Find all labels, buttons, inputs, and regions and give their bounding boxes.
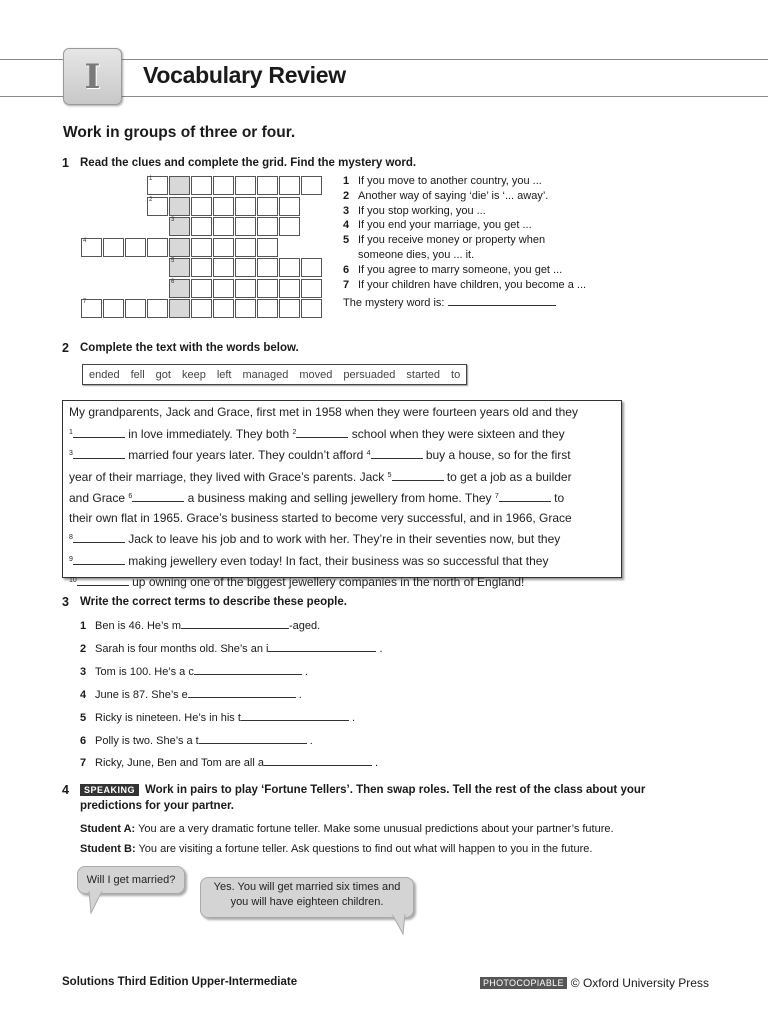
ex1-number: 1	[62, 156, 69, 170]
unit-letter: I	[84, 56, 101, 97]
crossword-cell[interactable]	[235, 238, 256, 257]
answer-blank[interactable]	[241, 710, 349, 721]
crossword-cell[interactable]	[213, 299, 234, 318]
ex3-item: 6 Polly is two. She’s a t .	[80, 735, 313, 747]
answer-blank[interactable]	[268, 641, 376, 652]
word-bank-item: started	[406, 368, 441, 381]
crossword-cell[interactable]	[213, 197, 234, 216]
footer-title: Solutions Third Edition Upper-Intermediate	[62, 976, 298, 988]
crossword-cell[interactable]	[301, 299, 322, 318]
speaking-badge: SPEAKING	[80, 784, 139, 796]
subheading: Work in groups of three or four.	[63, 124, 296, 141]
crossword-cell[interactable]	[147, 176, 168, 195]
text-line: $^9$ making jewellery even today! In fact, their business was so successful that they	[69, 553, 549, 568]
ex2-instruction: Complete the text with the words below.	[80, 342, 299, 354]
ex3-number: 3	[62, 595, 69, 609]
crossword-cell[interactable]	[301, 258, 322, 277]
clue-item: 6 If you agree to marry someone, you get ...	[343, 263, 563, 276]
text-line: year of their marriage, they lived with Grace’s parents. Jack $^5$ to get a job as a builder	[69, 469, 572, 484]
gap-blank[interactable]	[73, 554, 125, 565]
crossword-cell[interactable]	[81, 299, 102, 318]
text-line: $^{10}$ up owning one of the biggest jewellery companies in the north of England!	[69, 575, 525, 589]
word-bank-item: ended	[89, 368, 120, 381]
gap-blank[interactable]	[73, 448, 125, 459]
word-bank-item: persuaded	[343, 368, 396, 381]
crossword-cell[interactable]	[147, 299, 168, 318]
crossword-cell[interactable]	[257, 238, 278, 257]
text-line: and Grace $^6$ a business making and selling jewellery from home. They $^7$ to	[69, 491, 565, 505]
crossword-cell[interactable]	[301, 176, 322, 195]
ex4-instruction: SPEAKING Work in pairs to play ‘Fortune Tellers’. Then swap roles. Tell the rest of the class about your	[80, 784, 645, 796]
cell-number: 5	[171, 258, 175, 264]
gap-blank[interactable]	[132, 491, 184, 502]
crossword-cell[interactable]	[257, 197, 278, 216]
crossword-cell[interactable]	[125, 299, 146, 318]
student-a: Student A: You are a very dramatic fortune teller. Make some unusual predictions about your partner’s future.	[80, 823, 614, 835]
word-bank-item: got	[155, 368, 171, 381]
ex3-item: 7 Ricky, June, Ben and Tom are all a .	[80, 757, 379, 769]
crossword-cell[interactable]	[169, 197, 190, 216]
crossword-cell[interactable]	[213, 176, 234, 195]
crossword-cell[interactable]	[81, 238, 102, 257]
clue-item: 1 If you move to another country, you ...	[343, 175, 542, 187]
gap-blank[interactable]	[77, 575, 129, 586]
crossword-cell[interactable]	[147, 197, 168, 216]
crossword-cell[interactable]	[103, 299, 124, 318]
clue-item: 2 Another way of saying ‘die’ is ‘... away’.	[343, 189, 549, 202]
word-bank-item: left	[216, 368, 232, 381]
crossword-cell[interactable]	[279, 299, 300, 318]
crossword-cell[interactable]	[191, 176, 212, 195]
text-line: $^8$ Jack to leave his job and to work with her. They’re in their seventies now, but they	[69, 532, 561, 546]
crossword-cell[interactable]	[125, 238, 146, 257]
cell-number: 6	[171, 278, 175, 285]
mystery-word-blank[interactable]	[448, 295, 556, 306]
gap-blank[interactable]	[73, 532, 125, 543]
crossword-cell[interactable]	[235, 176, 256, 195]
crossword-cell[interactable]	[169, 238, 190, 257]
word-bank-item: keep	[181, 368, 206, 381]
crossword-cell[interactable]	[279, 176, 300, 195]
gap-blank[interactable]	[296, 427, 348, 438]
crossword-cell[interactable]	[235, 197, 256, 216]
crossword-cell[interactable]	[257, 176, 278, 195]
answer-blank[interactable]	[199, 733, 307, 744]
footer-copyright: PHOTOCOPIABLE © Oxford University Press	[480, 976, 709, 990]
photocopiable-badge: PHOTOCOPIABLE	[480, 977, 567, 989]
ex3-item: 4 June is 87. She’s e .	[80, 689, 302, 701]
cell-number: 4	[83, 237, 87, 244]
gap-blank[interactable]	[73, 427, 125, 438]
gap-fill-text	[62, 400, 622, 589]
page-title: Vocabulary Review	[143, 62, 346, 88]
clue-item: 3 If you stop working, you ...	[343, 204, 486, 217]
crossword-cell[interactable]	[279, 258, 300, 277]
bubble-tail-icon	[391, 914, 407, 936]
clue-item: 4 If you end your marriage, you get ...	[343, 219, 532, 232]
clue-list	[343, 174, 586, 311]
ex2-number: 2	[62, 341, 69, 355]
answer-blank[interactable]	[188, 687, 296, 698]
crossword-cell[interactable]	[169, 299, 190, 318]
mystery-word-label: The mystery word is:	[343, 297, 445, 310]
cell-number: 2	[149, 196, 153, 203]
word-bank-item: to	[451, 368, 461, 381]
ex3-instruction: Write the correct terms to describe these people.	[80, 596, 347, 608]
crossword-cell[interactable]	[191, 279, 212, 298]
ex1-instruction: Read the clues and complete the grid. Find the mystery word.	[80, 157, 417, 169]
crossword-cell[interactable]	[103, 238, 124, 257]
gap-blank[interactable]	[371, 448, 423, 459]
bubble-tail-icon	[88, 891, 104, 915]
text-line: $^3$ married four years later. They couldn’t afford $^4$ buy a house, so for the first	[69, 448, 571, 462]
crossword-cell[interactable]	[213, 279, 234, 298]
ex3-item: 5 Ricky is nineteen. He’s in his t .	[80, 712, 356, 724]
cell-number: 1	[149, 176, 153, 182]
word-bank-item: managed	[242, 368, 289, 381]
crossword-cell[interactable]	[191, 217, 212, 236]
crossword-cell[interactable]	[257, 258, 278, 277]
crossword-cell[interactable]	[213, 258, 234, 277]
gap-blank[interactable]	[392, 470, 444, 481]
unit-badge	[63, 48, 122, 105]
crossword-cell[interactable]	[169, 279, 190, 298]
student-b: Student B: You are visiting a fortune teller. Ask questions to find out what will happen to you in the future.	[80, 843, 593, 855]
crossword-cell[interactable]	[169, 176, 190, 195]
crossword-cell[interactable]	[191, 238, 212, 257]
speech-bubble-question: Will I get married?	[77, 866, 185, 894]
crossword-cell[interactable]	[169, 258, 190, 277]
answer-blank[interactable]	[181, 618, 289, 629]
crossword-cell[interactable]	[279, 279, 300, 298]
crossword-cell[interactable]	[191, 299, 212, 318]
ex3-item: 3 Tom is 100. He’s a c .	[80, 666, 308, 678]
crossword-cell[interactable]	[235, 279, 256, 298]
crossword-cell[interactable]	[257, 217, 278, 236]
crossword-cell[interactable]	[301, 279, 322, 298]
ex4-instruction-cont: predictions for your partner.	[80, 800, 234, 812]
clue-item: 7 If your children have children, you become a ...	[343, 278, 587, 291]
crossword-cell[interactable]	[235, 299, 256, 318]
crossword-cell[interactable]	[235, 258, 256, 277]
ex3-item: 1 Ben is 46. He’s m -aged.	[80, 620, 321, 632]
crossword-cell[interactable]	[213, 217, 234, 236]
word-bank-item: fell	[130, 368, 145, 381]
gap-blank[interactable]	[499, 491, 551, 502]
mystery-word-line	[343, 295, 586, 311]
ex4-number: 4	[62, 783, 69, 797]
word-bank-item: moved	[299, 368, 333, 381]
crossword-cell[interactable]	[147, 238, 168, 257]
crossword-cell[interactable]	[279, 217, 300, 236]
answer-blank[interactable]	[264, 755, 372, 766]
text-line: $^1$ in love immediately. They both $^2$ school when they were sixteen and they	[69, 426, 565, 441]
clue-item: 5 If you receive money or property when someone dies, you ... it.	[343, 234, 546, 261]
crossword-cell[interactable]	[279, 197, 300, 216]
crossword-cell[interactable]	[235, 217, 256, 236]
crossword-cell[interactable]	[191, 258, 212, 277]
word-bank	[82, 364, 467, 385]
crossword-cell[interactable]	[191, 197, 212, 216]
crossword-cell[interactable]	[169, 217, 190, 236]
crossword-cell[interactable]	[257, 299, 278, 318]
ex3-item: 2 Sarah is four months old. She’s an i .	[80, 643, 383, 655]
cell-number: 3	[171, 217, 175, 223]
text-line: My grandparents, Jack and Grace, first met in 1958 when they were fourteen years old and they	[69, 405, 578, 419]
crossword-cell[interactable]	[213, 238, 234, 257]
text-line: their own flat in 1965. Grace’s business started to become very successful, and in 1966, Grace	[69, 510, 572, 525]
crossword-cell[interactable]	[257, 279, 278, 298]
speech-bubble-answer: Yes. You will get married six times and you will have eighteen children.	[200, 877, 414, 918]
cell-number: 7	[83, 299, 87, 305]
answer-blank[interactable]	[194, 664, 302, 675]
